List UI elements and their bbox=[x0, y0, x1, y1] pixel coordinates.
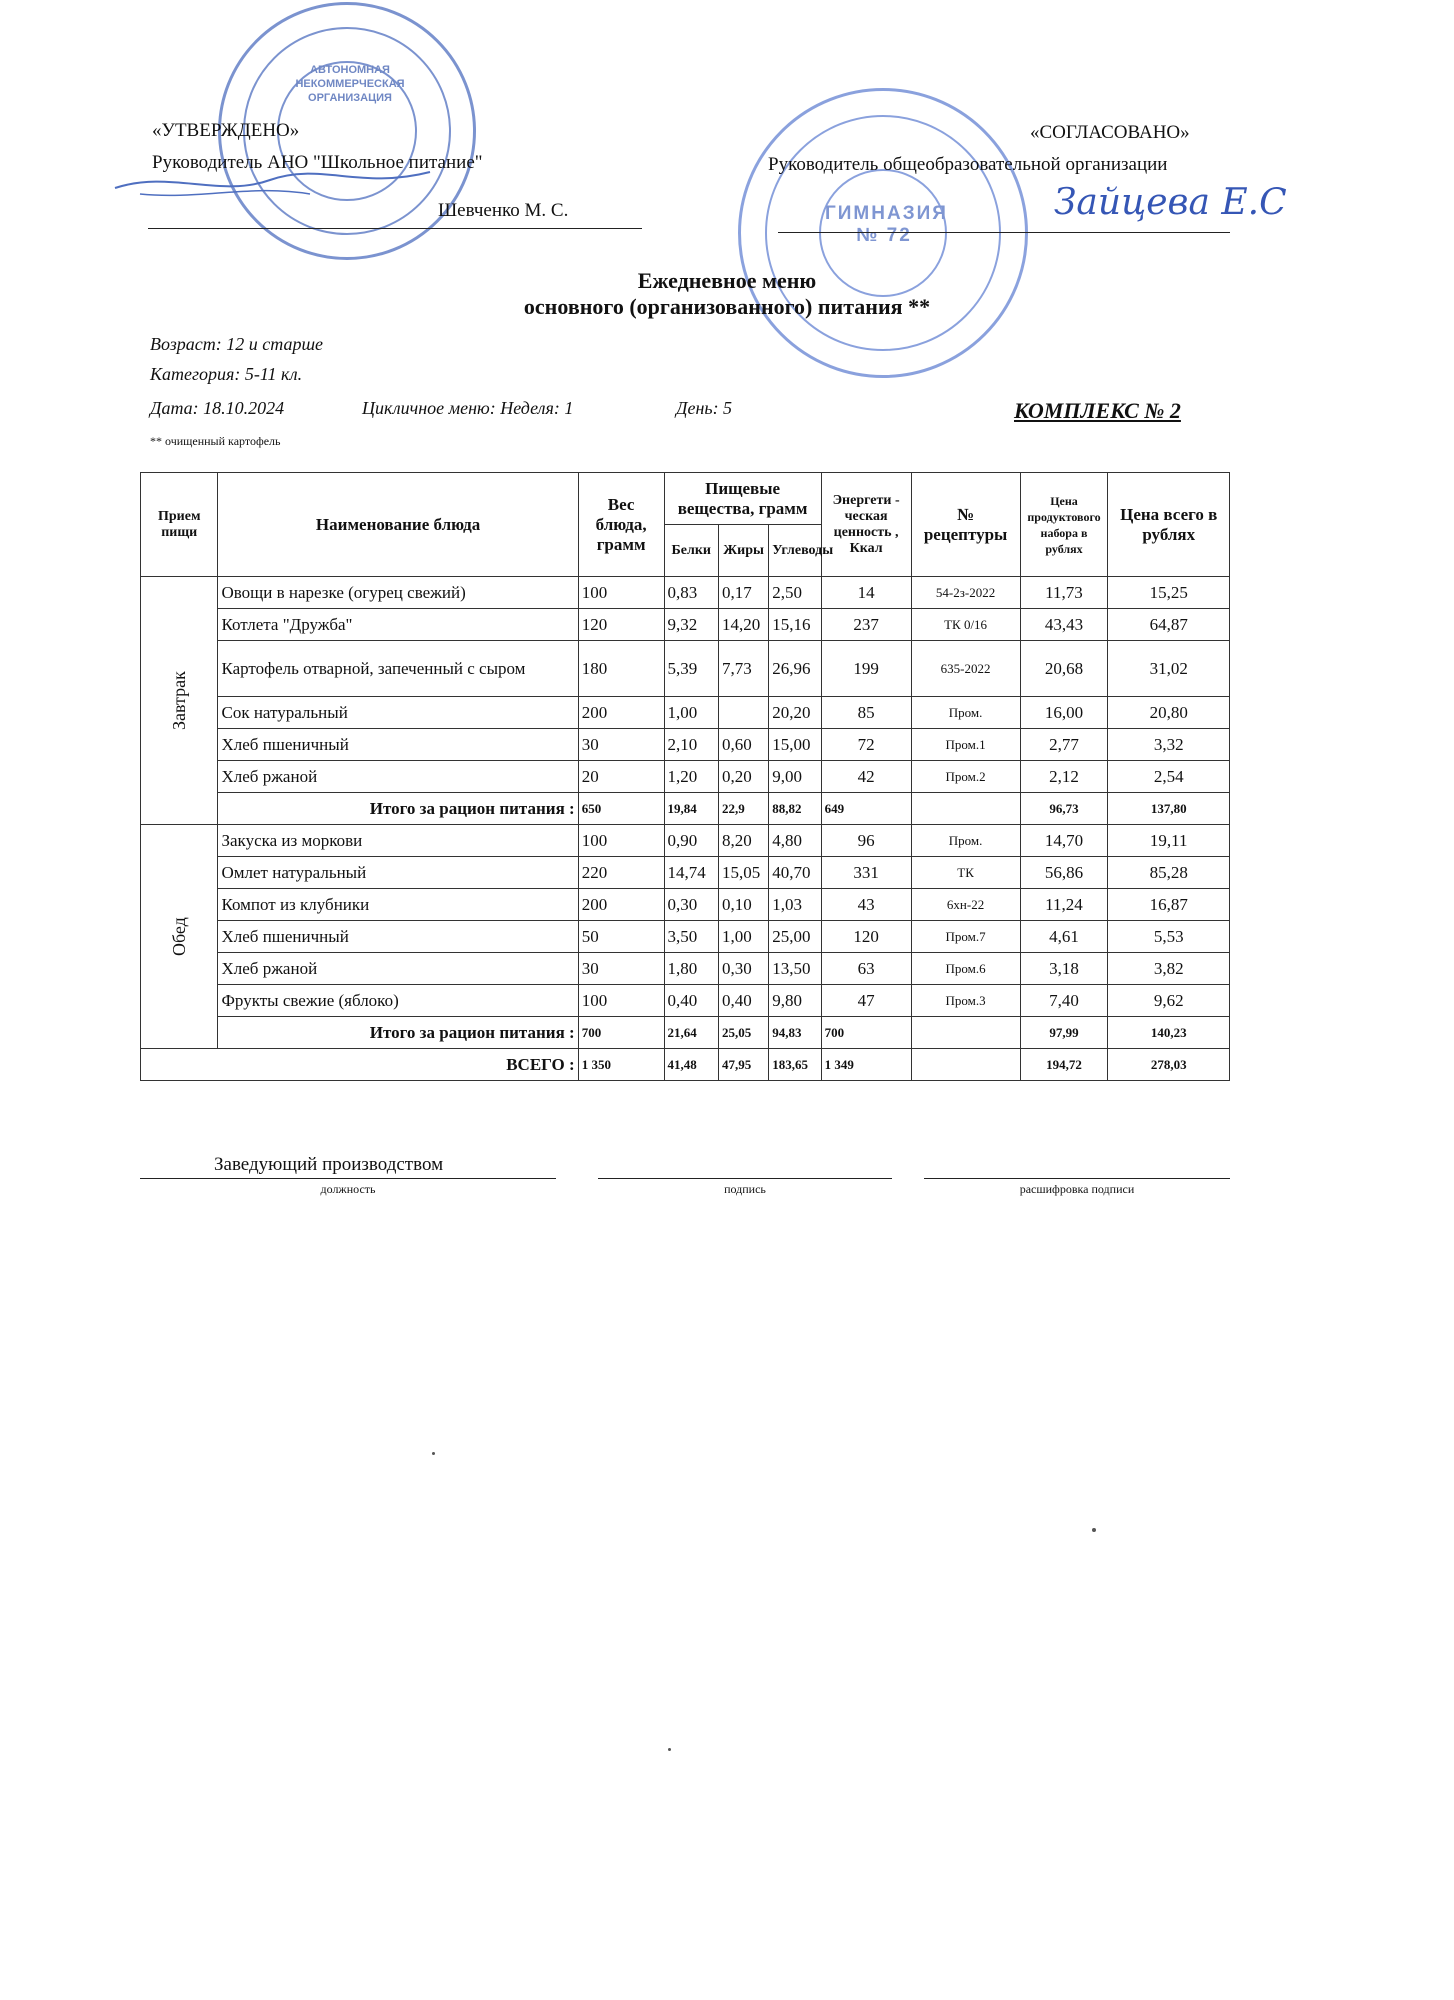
cell-recipe: 6хн-22 bbox=[911, 889, 1020, 921]
lunch-total-recipe-empty bbox=[911, 1017, 1020, 1049]
cell-fat: 8,20 bbox=[718, 825, 768, 857]
cell-recipe: Пром.1 bbox=[911, 729, 1020, 761]
cell-dish: Хлеб пшеничный bbox=[218, 921, 578, 953]
cell-fat: 0,17 bbox=[718, 577, 768, 609]
cell-protein: 0,40 bbox=[664, 985, 718, 1017]
cell-fat bbox=[718, 697, 768, 729]
age-label: Возраст: 12 и старше bbox=[150, 334, 324, 354]
breakfast-total-carbs: 88,82 bbox=[769, 793, 821, 825]
meal-label-lunch: Обед bbox=[141, 825, 218, 1049]
scan-speck bbox=[668, 1748, 671, 1751]
cell-protein: 9,32 bbox=[664, 609, 718, 641]
cell-carbs: 15,00 bbox=[769, 729, 821, 761]
footer-position-line bbox=[140, 1178, 556, 1179]
cell-fat: 0,10 bbox=[718, 889, 768, 921]
cell-carbs: 9,00 bbox=[769, 761, 821, 793]
cell-fat: 0,30 bbox=[718, 953, 768, 985]
cell-carbs: 4,80 bbox=[769, 825, 821, 857]
cell-recipe: ТК bbox=[911, 857, 1020, 889]
footer-label-decode: расшифровка подписи bbox=[1019, 1182, 1135, 1196]
table-row bbox=[141, 609, 1230, 641]
school-stamp-right bbox=[738, 88, 1028, 378]
lunch-total-protein: 21,64 bbox=[664, 1017, 718, 1049]
cell-fat: 14,20 bbox=[718, 609, 768, 641]
cell-price-set: 16,00 bbox=[1020, 697, 1108, 729]
cell-fat: 0,60 bbox=[718, 729, 768, 761]
agreed-position: Руководитель общеобразовательной организации bbox=[768, 154, 1168, 175]
cell-protein: 3,50 bbox=[664, 921, 718, 953]
cell-carbs: 25,00 bbox=[769, 921, 821, 953]
footer-label-signature: подпись bbox=[724, 1182, 766, 1196]
header-nutrients: Пищевые вещества, грамм bbox=[664, 473, 821, 525]
lunch-total-carbs: 94,83 bbox=[769, 1017, 821, 1049]
cell-protein: 0,90 bbox=[664, 825, 718, 857]
cell-recipe: Пром. bbox=[911, 697, 1020, 729]
cell-price-set: 20,68 bbox=[1020, 641, 1108, 697]
table-row bbox=[141, 697, 1230, 729]
page-title-line1: Ежедневное меню bbox=[637, 268, 817, 293]
table-row bbox=[141, 985, 1230, 1017]
breakfast-total-protein: 19,84 bbox=[664, 793, 718, 825]
cell-weight: 180 bbox=[578, 641, 664, 697]
grand-total-label: ВСЕГО : bbox=[141, 1049, 579, 1081]
cell-protein: 5,39 bbox=[664, 641, 718, 697]
cell-carbs: 20,20 bbox=[769, 697, 821, 729]
table-row bbox=[141, 953, 1230, 985]
grand-total-protein: 41,48 bbox=[664, 1049, 718, 1081]
cell-price-set: 43,43 bbox=[1020, 609, 1108, 641]
cell-price-total: 3,82 bbox=[1108, 953, 1230, 985]
lunch-total-energy: 700 bbox=[821, 1017, 911, 1049]
date-label: Дата: 18.10.2024 bbox=[150, 398, 285, 418]
breakfast-total-recipe-empty bbox=[911, 793, 1020, 825]
cell-price-set: 11,73 bbox=[1020, 577, 1108, 609]
cell-price-total: 2,54 bbox=[1108, 761, 1230, 793]
grand-total-price-set: 194,72 bbox=[1020, 1049, 1108, 1081]
footnote: ** очищенный картофель bbox=[150, 434, 281, 448]
cell-dish: Фрукты свежие (яблоко) bbox=[218, 985, 578, 1017]
approved-signature-line bbox=[148, 228, 642, 229]
agreed-signature-line bbox=[778, 232, 1230, 233]
cell-fat: 15,05 bbox=[718, 857, 768, 889]
header-meal: Прием пищи bbox=[141, 473, 218, 577]
header-dish: Наименование блюда bbox=[218, 473, 578, 577]
cell-dish: Хлеб ржаной bbox=[218, 761, 578, 793]
breakfast-total-weight: 650 bbox=[578, 793, 664, 825]
agreed-title: «СОГЛАСОВАНО» bbox=[1030, 122, 1190, 143]
cell-weight: 30 bbox=[578, 953, 664, 985]
cell-carbs: 9,80 bbox=[769, 985, 821, 1017]
grand-total-fat: 47,95 bbox=[718, 1049, 768, 1081]
cell-protein: 2,10 bbox=[664, 729, 718, 761]
lunch-total-row bbox=[141, 1017, 1230, 1049]
grand-total-weight: 1 350 bbox=[578, 1049, 664, 1081]
cell-weight: 200 bbox=[578, 697, 664, 729]
cell-recipe: 635-2022 bbox=[911, 641, 1020, 697]
cell-price-set: 56,86 bbox=[1020, 857, 1108, 889]
cell-carbs: 1,03 bbox=[769, 889, 821, 921]
table-row bbox=[141, 761, 1230, 793]
table-row bbox=[141, 921, 1230, 953]
breakfast-total-row bbox=[141, 793, 1230, 825]
cell-fat: 0,20 bbox=[718, 761, 768, 793]
cell-energy: 63 bbox=[821, 953, 911, 985]
cell-price-total: 9,62 bbox=[1108, 985, 1230, 1017]
header-carbs: Углеводы bbox=[769, 525, 821, 577]
cell-energy: 96 bbox=[821, 825, 911, 857]
stamp-left-text: АВТОНОМНАЯ НЕКОММЕРЧЕСКАЯ ОРГАНИЗАЦИЯ bbox=[295, 64, 405, 104]
cell-dish: Омлет натуральный bbox=[218, 857, 578, 889]
breakfast-total-label: Итого за рацион питания : bbox=[218, 793, 578, 825]
cell-carbs: 13,50 bbox=[769, 953, 821, 985]
cell-price-set: 2,12 bbox=[1020, 761, 1108, 793]
cell-price-set: 11,24 bbox=[1020, 889, 1108, 921]
table-row bbox=[141, 729, 1230, 761]
scan-speck bbox=[1092, 1528, 1096, 1532]
cell-dish: Котлета "Дружба" bbox=[218, 609, 578, 641]
cell-price-total: 31,02 bbox=[1108, 641, 1230, 697]
menu-table bbox=[140, 472, 1230, 1081]
cell-carbs: 2,50 bbox=[769, 577, 821, 609]
header-weight: Вес блюда, грамм bbox=[578, 473, 664, 577]
breakfast-total-fat: 22,9 bbox=[718, 793, 768, 825]
cell-weight: 120 bbox=[578, 609, 664, 641]
cell-price-total: 5,53 bbox=[1108, 921, 1230, 953]
header-protein: Белки bbox=[664, 525, 718, 577]
lunch-total-label: Итого за рацион питания : bbox=[218, 1017, 578, 1049]
cell-weight: 100 bbox=[578, 825, 664, 857]
cell-energy: 42 bbox=[821, 761, 911, 793]
cell-energy: 199 bbox=[821, 641, 911, 697]
cell-dish: Овощи в нарезке (огурец свежий) bbox=[218, 577, 578, 609]
cell-price-total: 20,80 bbox=[1108, 697, 1230, 729]
cell-weight: 30 bbox=[578, 729, 664, 761]
cell-energy: 85 bbox=[821, 697, 911, 729]
cell-price-set: 3,18 bbox=[1020, 953, 1108, 985]
cell-protein: 0,83 bbox=[664, 577, 718, 609]
meal-label-breakfast: Завтрак bbox=[141, 577, 218, 825]
cell-weight: 220 bbox=[578, 857, 664, 889]
cell-weight: 20 bbox=[578, 761, 664, 793]
table-row bbox=[141, 577, 1230, 609]
footer-label-position: должность bbox=[320, 1182, 376, 1196]
breakfast-total-price-set: 96,73 bbox=[1020, 793, 1108, 825]
cell-energy: 120 bbox=[821, 921, 911, 953]
lunch-total-price-set: 97,99 bbox=[1020, 1017, 1108, 1049]
cell-price-set: 14,70 bbox=[1020, 825, 1108, 857]
cell-energy: 43 bbox=[821, 889, 911, 921]
cell-recipe: Пром.7 bbox=[911, 921, 1020, 953]
day-label: День: 5 bbox=[676, 398, 733, 418]
agreed-signature: Зайцева Е.С bbox=[1054, 182, 1287, 223]
cell-recipe: 54-2з-2022 bbox=[911, 577, 1020, 609]
stamp-right-text: ГИМНАЗИЯ № 72 bbox=[825, 203, 948, 246]
cell-protein: 0,30 bbox=[664, 889, 718, 921]
cell-weight: 100 bbox=[578, 577, 664, 609]
cell-price-total: 3,32 bbox=[1108, 729, 1230, 761]
lunch-total-weight: 700 bbox=[578, 1017, 664, 1049]
table-row bbox=[141, 889, 1230, 921]
header-recipe: № рецептуры bbox=[911, 473, 1020, 577]
table-row bbox=[141, 825, 1230, 857]
cell-protein: 1,80 bbox=[664, 953, 718, 985]
cell-recipe: Пром.6 bbox=[911, 953, 1020, 985]
scan-speck bbox=[432, 1452, 435, 1455]
cell-fat: 7,73 bbox=[718, 641, 768, 697]
breakfast-total-price-total: 137,80 bbox=[1108, 793, 1230, 825]
cell-price-set: 4,61 bbox=[1020, 921, 1108, 953]
cell-fat: 0,40 bbox=[718, 985, 768, 1017]
grand-total-row bbox=[141, 1049, 1230, 1081]
cell-protein: 1,20 bbox=[664, 761, 718, 793]
cell-recipe: Пром.2 bbox=[911, 761, 1020, 793]
cell-protein: 1,00 bbox=[664, 697, 718, 729]
cell-weight: 100 bbox=[578, 985, 664, 1017]
grand-total-recipe-empty bbox=[911, 1049, 1020, 1081]
cell-energy: 72 bbox=[821, 729, 911, 761]
lunch-total-fat: 25,05 bbox=[718, 1017, 768, 1049]
cell-price-set: 7,40 bbox=[1020, 985, 1108, 1017]
footer-decode-line bbox=[924, 1178, 1230, 1179]
header-energy: Энергети - ческая ценность , Ккал bbox=[821, 473, 911, 577]
header-price-set: Цена продуктового набора в рублях bbox=[1020, 473, 1108, 577]
cell-recipe: ТК 0/16 bbox=[911, 609, 1020, 641]
cell-price-total: 64,87 bbox=[1108, 609, 1230, 641]
approved-name: Шевченко М. С. bbox=[438, 200, 569, 221]
cell-carbs: 40,70 bbox=[769, 857, 821, 889]
approved-title: «УТВЕРЖДЕНО» bbox=[152, 120, 300, 141]
cell-weight: 50 bbox=[578, 921, 664, 953]
cell-carbs: 26,96 bbox=[769, 641, 821, 697]
approved-position: Руководитель АНО "Школьное питание" bbox=[152, 152, 483, 173]
cell-price-total: 16,87 bbox=[1108, 889, 1230, 921]
cell-carbs: 15,16 bbox=[769, 609, 821, 641]
cell-fat: 1,00 bbox=[718, 921, 768, 953]
footer-position-value: Заведующий производством bbox=[214, 1154, 444, 1175]
cell-dish: Компот из клубники bbox=[218, 889, 578, 921]
grand-total-price-total: 278,03 bbox=[1108, 1049, 1230, 1081]
page-title-line2: основного (организованного) питания ** bbox=[523, 294, 931, 319]
approved-signature-scribble bbox=[110, 160, 440, 210]
cell-energy: 47 bbox=[821, 985, 911, 1017]
cell-recipe: Пром.3 bbox=[911, 985, 1020, 1017]
footer-signature-line bbox=[598, 1178, 892, 1179]
header-fat: Жиры bbox=[718, 525, 768, 577]
cell-price-total: 19,11 bbox=[1108, 825, 1230, 857]
cell-energy: 331 bbox=[821, 857, 911, 889]
grand-total-energy: 1 349 bbox=[821, 1049, 911, 1081]
cell-protein: 14,74 bbox=[664, 857, 718, 889]
grand-total-carbs: 183,65 bbox=[769, 1049, 821, 1081]
cell-price-total: 85,28 bbox=[1108, 857, 1230, 889]
kompleks-label: КОМПЛЕКС № 2 bbox=[1014, 398, 1181, 423]
cell-dish: Хлеб ржаной bbox=[218, 953, 578, 985]
cell-dish: Сок натуральный bbox=[218, 697, 578, 729]
table-row bbox=[141, 857, 1230, 889]
cell-weight: 200 bbox=[578, 889, 664, 921]
cell-price-total: 15,25 bbox=[1108, 577, 1230, 609]
table-header-row bbox=[141, 473, 1230, 525]
category-label: Категория: 5-11 кл. bbox=[150, 364, 303, 384]
cell-energy: 237 bbox=[821, 609, 911, 641]
header-price-total: Цена всего в рублях bbox=[1108, 473, 1230, 577]
table-row bbox=[141, 641, 1230, 697]
cell-energy: 14 bbox=[821, 577, 911, 609]
cell-recipe: Пром. bbox=[911, 825, 1020, 857]
cell-price-set: 2,77 bbox=[1020, 729, 1108, 761]
breakfast-total-energy: 649 bbox=[821, 793, 911, 825]
cell-dish: Картофель отварной, запеченный с сыром bbox=[218, 641, 578, 697]
lunch-total-price-total: 140,23 bbox=[1108, 1017, 1230, 1049]
cycle-label: Цикличное меню: Неделя: 1 bbox=[362, 398, 574, 418]
cell-dish: Закуска из моркови bbox=[218, 825, 578, 857]
cell-dish: Хлеб пшеничный bbox=[218, 729, 578, 761]
